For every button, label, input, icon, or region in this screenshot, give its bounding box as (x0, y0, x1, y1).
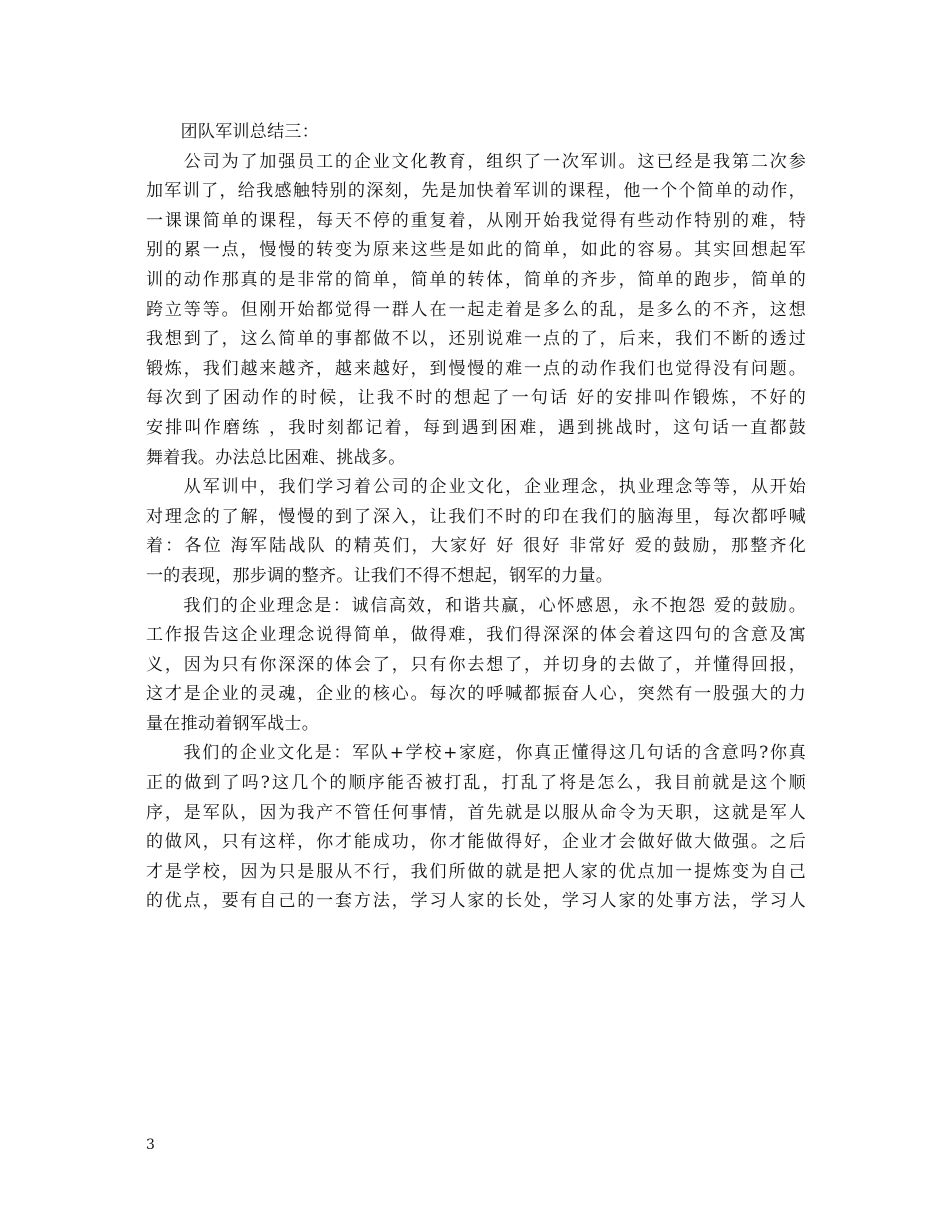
text-line: 一课课简单的课程，每天不停的重复着，从刚开始我觉得有些动作特别的难，特 (146, 210, 806, 231)
text-line: 才是学校，因为只是服从不行，我们所做的就是把人家的优点加一提炼变为自己 (146, 861, 806, 882)
text-line: 公司为了加强员工的企业文化教育，组织了一次军训。这已经是我第二次参 (146, 151, 806, 172)
text-line: 这才是企业的灵魂，企业的核心。每次的呼喊都振奋人心，突然有一股强大的力 (146, 684, 806, 705)
text-line: 的优点，要有自己的一套方法，学习人家的长处，学习人家的处事方法，学习人 (146, 891, 806, 912)
text-line: 工作报告这企业理念说得简单，做得难，我们得深深的体会着这四句的含意及寓 (146, 625, 806, 646)
text-line: 加军训了，给我感触特别的深刻，先是加快着军训的课程，他一个个简单的动作， (146, 181, 806, 202)
text-line: 对理念的了解，慢慢的到了深入，让我们不时的印在我们的脑海里，每次都呼喊 (146, 506, 806, 527)
text-line: 序，是军队，因为我产不管任何事情，首先就是以服从命令为天职，这就是军人 (146, 802, 806, 823)
text-line: 着：各位 海军陆战队 的精英们，大家好 好 很好 非常好 爱的鼓励，那整齐化 (146, 536, 806, 557)
text-line: 训的动作那真的是非常的简单，简单的转体，简单的齐步，简单的跑步，简单的 (146, 269, 806, 290)
text-line: 我们的企业文化是：军队+学校+家庭，你真正懂得这几句话的含意吗?你真 (146, 743, 806, 764)
text-line: 每次到了困动作的时候，让我不时的想起了一句话 好的安排叫作锻炼，不好的 (146, 388, 806, 409)
text-line: 跨立等等。但刚开始都觉得一群人在一起走着是多么的乱，是多么的不齐，这想 (146, 299, 806, 320)
page-number: 3 (146, 1137, 155, 1153)
text-line: 量在推动着钢军战士。 (146, 713, 319, 734)
text-line: 我们的企业理念是：诚信高效，和谐共赢，心怀感恩，永不抱怨 爱的鼓励。 (146, 595, 806, 616)
text-line: 正的做到了吗?这几个的顺序能否被打乱，打乱了将是怎么，我目前就是这个顺 (146, 773, 806, 794)
text-line: 从军训中，我们学习着公司的企业文化，企业理念，执业理念等等，从开始 (146, 477, 806, 498)
text-line: 义，因为只有你深深的体会了，只有你去想了，并切身的去做了，并懂得回报， (146, 654, 806, 675)
text-line: 的做风，只有这样，你才能成功，你才能做得好，企业才会做好做大做强。之后 (146, 832, 806, 853)
text-line: 安排叫作磨练 ，我时刻都记着，每到遇到困难，遇到挑战时，这句话一直都鼓 (146, 417, 806, 438)
text-line: 团队军训总结三： (146, 122, 319, 142)
text-line: 一的表现，那步调的整齐。让我们不得不想起，钢军的力量。 (146, 565, 614, 586)
text-line: 我想到了，这么简单的事都做不以，还别说难一点的了，后来，我们不断的透过 (146, 329, 806, 350)
text-line: 别的累一点，慢慢的转变为原来这些是如此的简单，如此的容易。其实回想起军 (146, 240, 806, 261)
text-line: 锻炼，我们越来越齐，越来越好，到慢慢的难一点的动作我们也觉得没有问题。 (146, 358, 806, 379)
text-line: 舞着我。办法总比困难、挑战多。 (146, 447, 406, 468)
document-body (146, 118, 806, 917)
